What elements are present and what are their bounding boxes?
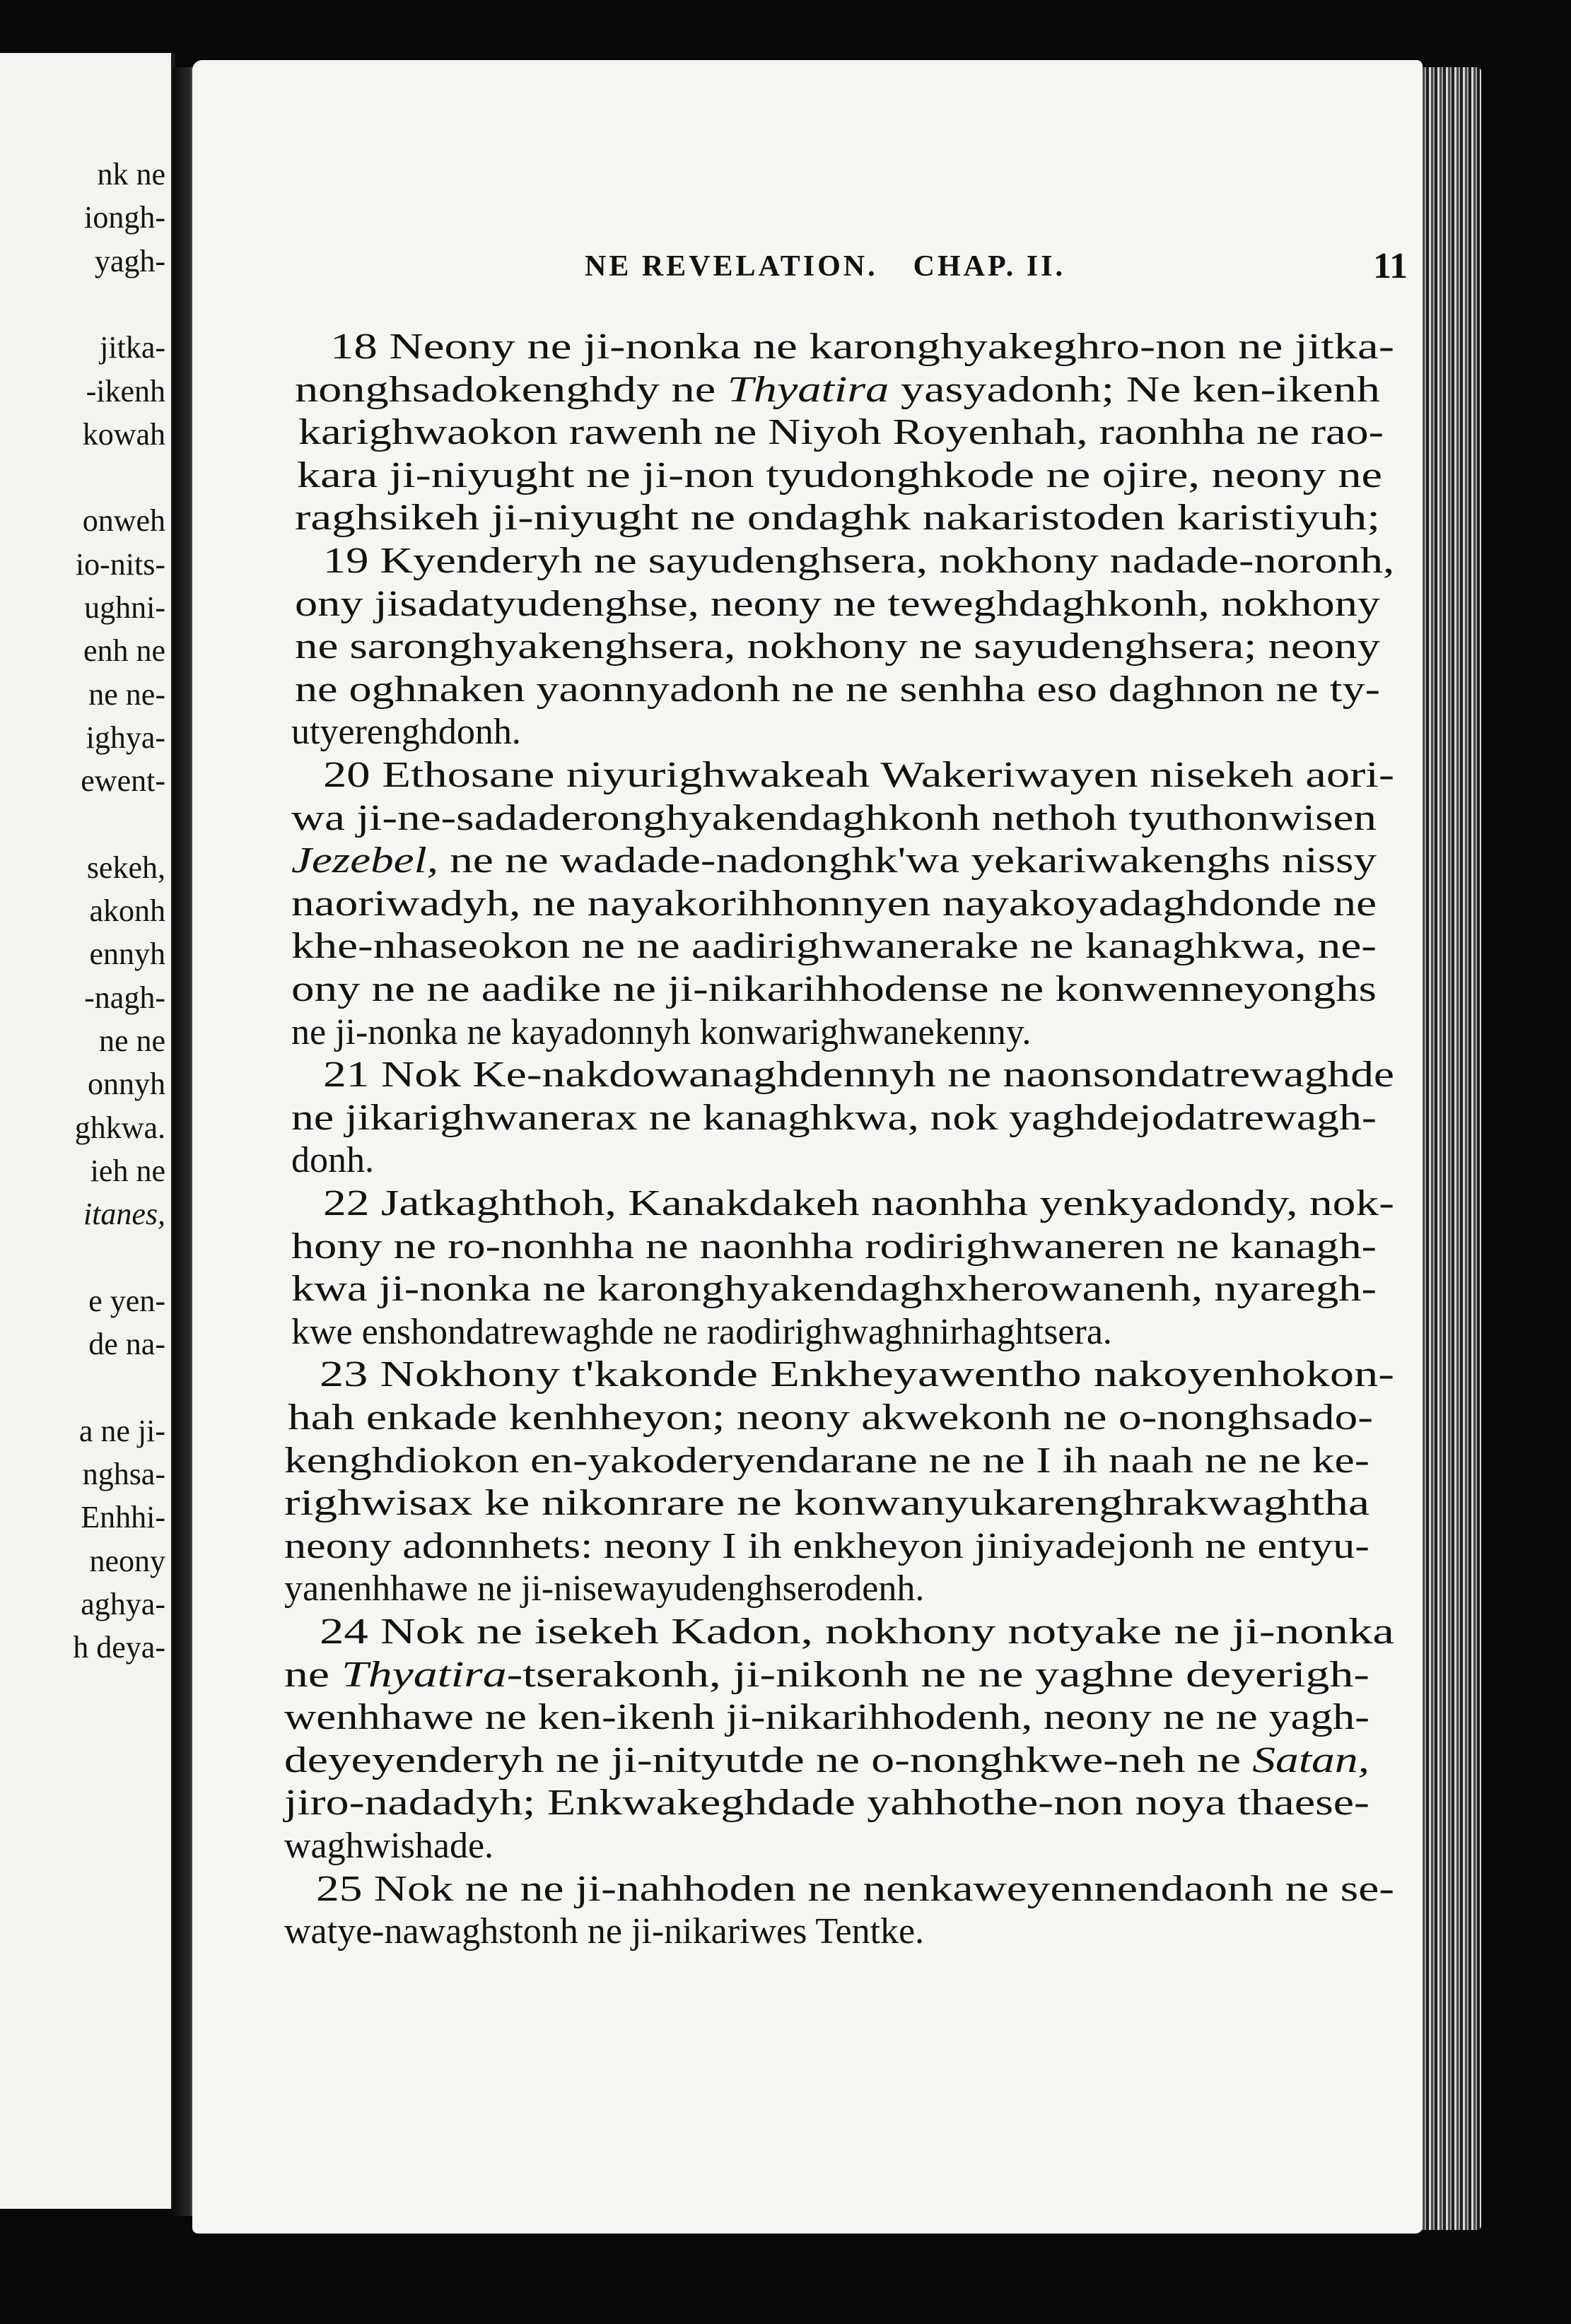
text-segment: utyerenghdonh.: [291, 712, 521, 753]
text-segment: kwa ji-nonka ne karonghyakendaghxherowanenh, nyaregh-: [291, 1269, 1377, 1310]
italic-text: Satan,: [1252, 1739, 1370, 1780]
left-page-line: -ikenh: [86, 373, 165, 409]
text-line: [295, 498, 1381, 539]
left-page-line: ieh ne: [90, 1153, 165, 1188]
text-line: [291, 1311, 1112, 1352]
left-page-line: Enhhi-: [81, 1500, 165, 1535]
text-line: [297, 454, 1382, 495]
text-line: [284, 1783, 1370, 1824]
text-line: [284, 1913, 924, 1950]
chapter-label: CHAP. II.: [913, 250, 1065, 283]
page-number: 11: [1373, 246, 1408, 286]
left-page-line: onnyh: [88, 1067, 165, 1102]
text-segment: nonghsadokenghdy ne: [295, 369, 728, 410]
left-page-line: ne ne-: [88, 676, 165, 712]
left-page-fragment: [0, 53, 175, 2209]
text-line: [284, 1739, 1370, 1780]
text-line: [316, 1868, 1395, 1909]
text-segment: ne ne wadade-nadonghk'wa yekariwakenghs nissy: [438, 840, 1377, 881]
running-title: NE REVELATION.: [585, 250, 878, 283]
text-line: [284, 1699, 1369, 1736]
left-page-line: e yen-: [88, 1283, 165, 1318]
text-segment: kenghdiokon en-yakoderyendarane ne ne I ih naah ne ne ke-: [284, 1440, 1369, 1481]
text-line: [323, 543, 1394, 580]
left-page-line: ghkwa.: [74, 1110, 165, 1145]
left-page-line: nk ne: [97, 157, 165, 192]
left-page-line: enh ne: [83, 633, 165, 669]
text-segment: hony ne ro-nonhha ne naonhha rodirighwaneren ne kanagh-: [291, 1226, 1377, 1267]
italic-text: Thyatira: [341, 1654, 507, 1695]
left-page-line: yagh-: [94, 243, 165, 278]
text-segment: yanenhhawe ne ji-nisewayudenghserodenh.: [284, 1568, 925, 1609]
text-line: [320, 1356, 1394, 1393]
text-segment: ony ne ne aadike ne ji-nikarihhodense ne konwenneyonghs: [291, 969, 1377, 1009]
main-page: [192, 60, 1423, 2234]
left-page-line: ennyh: [89, 937, 165, 972]
text-segment: ony jisadatyudenghse, neony ne teweghdaghkonh, nokhony: [295, 583, 1381, 624]
left-page-line: neony: [89, 1543, 165, 1578]
text-line: [295, 628, 1380, 665]
text-segment: ne ji-nonka ne kayadonnyh konwarighwanekenny.: [291, 1011, 1032, 1052]
text-segment: jiro-nadadyh; Enkwakeghdade yahhothe-non noya thaese-: [284, 1783, 1370, 1824]
text-segment: ne saronghyakenghsera, nokhony ne sayudenghsera; neony: [295, 626, 1381, 667]
text-segment: ne jikarighwanerax ne kanaghkwa, nok yaghdejodatrewagh-: [291, 1097, 1377, 1138]
text-line: [295, 583, 1381, 624]
left-page-line: aghya-: [81, 1586, 165, 1621]
left-page-line: io-nits-: [75, 546, 165, 582]
running-head: [585, 250, 1065, 283]
text-line: [291, 883, 1377, 924]
text-segment: 25 Nok ne ne ji-nahhoden ne nenkaweyennendaonh ne se-: [316, 1868, 1395, 1909]
left-page-line: a ne ji-: [78, 1413, 165, 1448]
text-segment: watye-nawaghstonh ne ji-nikariwes Tentke.: [284, 1911, 925, 1952]
text-segment: donh.: [291, 1140, 374, 1181]
left-page-line: jitka-: [100, 330, 165, 365]
text-line: [323, 1185, 1394, 1222]
left-page-line: -nagh-: [84, 980, 165, 1015]
left-page-line: onweh: [82, 503, 165, 539]
left-page-line: ewent-: [81, 763, 165, 799]
text-line: [291, 971, 1377, 1008]
text-segment: kwe enshondatrewaghde ne raodirighwaghnirhaghtsera.: [291, 1311, 1112, 1352]
text-segment: kara ji-niyught ne ji-non tyudonghkode ne ojire, neony ne: [297, 454, 1382, 495]
text-segment: wenhhawe ne ken-ikenh ji-nikarihhodenh, neony ne ne yagh-: [284, 1697, 1370, 1738]
text-line: [291, 840, 1377, 881]
left-page-line: iongh-: [84, 200, 165, 235]
text-segment: karighwaokon rawenh ne Niyoh Royenhah, raonhha ne rao-: [298, 412, 1384, 453]
text-segment: waghwishade.: [284, 1826, 494, 1866]
text-segment: 22 Jatkaghthoh, Kanakdakeh naonhha yenkyadondy, nok-: [323, 1183, 1394, 1223]
text-segment: ne oghnaken yaonnyadonh ne ne senhha eso daghnon ne ty-: [295, 669, 1380, 710]
text-segment: 18 Neony ne ji-nonka ne karonghyakeghro-non ne jitka-: [330, 327, 1394, 367]
text-line: [298, 414, 1384, 451]
text-line: [295, 671, 1380, 708]
text-segment: wa ji-ne-sadaderonghyakendaghkonh nethoh tyuthonwisen: [291, 797, 1377, 838]
text-line: [291, 928, 1377, 965]
text-segment: hah enkade kenhheyon; neony akwekonh ne o-nonghsado-: [288, 1397, 1374, 1438]
text-line: [330, 329, 1394, 365]
text-line: [323, 757, 1394, 794]
text-line: [323, 1055, 1394, 1096]
left-page-line: ighya-: [86, 720, 165, 755]
text-segment: yasyadonh; Ne ken-ikenh: [889, 369, 1380, 410]
left-page-line: akonh: [89, 893, 165, 929]
text-line: [284, 1828, 494, 1865]
text-line: [284, 1485, 1369, 1522]
text-segment: 24 Nok ne isekeh Kadon, nokhony notyake ne ji-nonka: [320, 1612, 1394, 1652]
text-line: [284, 1440, 1369, 1481]
text-segment: khe-nhaseokon ne ne aadirighwanerake ne kanaghkwa, ne-: [291, 926, 1377, 967]
text-line: [284, 1525, 1369, 1566]
text-segment: 21 Nok Ke-nakdowanaghdennyh ne naonsondatrewaghde: [323, 1055, 1394, 1096]
left-page-line: de na-: [88, 1327, 165, 1362]
text-segment: 20 Ethosane niyurighwakeah Wakeriwayen nisekeh aori-: [323, 755, 1395, 795]
italic-text: Jezebel,: [291, 840, 439, 881]
text-line: [291, 1142, 374, 1179]
text-line: [320, 1614, 1394, 1650]
left-page-line: nghsa-: [82, 1457, 165, 1491]
left-page-line: ughni-: [84, 590, 165, 625]
text-segment: naoriwadyh, ne nayakorihhonnyen nayakoyadaghdonde ne: [291, 883, 1377, 924]
italic-text: Thyatira: [727, 369, 889, 410]
text-segment: neony adonnhets: neony I ih enkheyon jiniyadejonh ne entyu-: [284, 1525, 1369, 1566]
text-line: [284, 1568, 925, 1609]
text-segment: -tserakonh, ji-nikonh ne ne yaghne deyerigh-: [506, 1654, 1369, 1695]
text-segment: ne: [284, 1654, 341, 1695]
left-page-line: itanes,: [83, 1197, 165, 1232]
text-line: [288, 1399, 1373, 1436]
text-line: [284, 1654, 1369, 1695]
text-line: [291, 714, 521, 751]
text-line: [291, 1097, 1377, 1138]
text-line: [291, 797, 1377, 838]
left-page-line: h deya-: [73, 1630, 165, 1665]
text-segment: deyeyenderyh ne ji-nityutde ne o-nonghkwe-neh ne: [284, 1739, 1253, 1780]
text-line: [291, 1228, 1377, 1265]
text-segment: 23 Nokhony t'kakonde Enkheyawentho nakoyenhokon-: [320, 1354, 1395, 1395]
left-page-line: kowah: [82, 416, 165, 452]
left-page-line: ne ne: [98, 1023, 165, 1058]
text-segment: 19 Kyenderyh ne sayudenghsera, nokhony nadade-noronh,: [323, 541, 1395, 581]
text-line: [291, 1271, 1377, 1308]
text-segment: raghsikeh ji-niyught ne ondaghk nakaristoden karistiyuh;: [295, 498, 1381, 539]
left-page-line: sekeh,: [86, 850, 165, 885]
text-segment: righwisax ke nikonrare ne konwanyukarenghrakwaghtha: [284, 1483, 1370, 1524]
text-line: [291, 1011, 1032, 1052]
text-line: [295, 369, 1380, 410]
